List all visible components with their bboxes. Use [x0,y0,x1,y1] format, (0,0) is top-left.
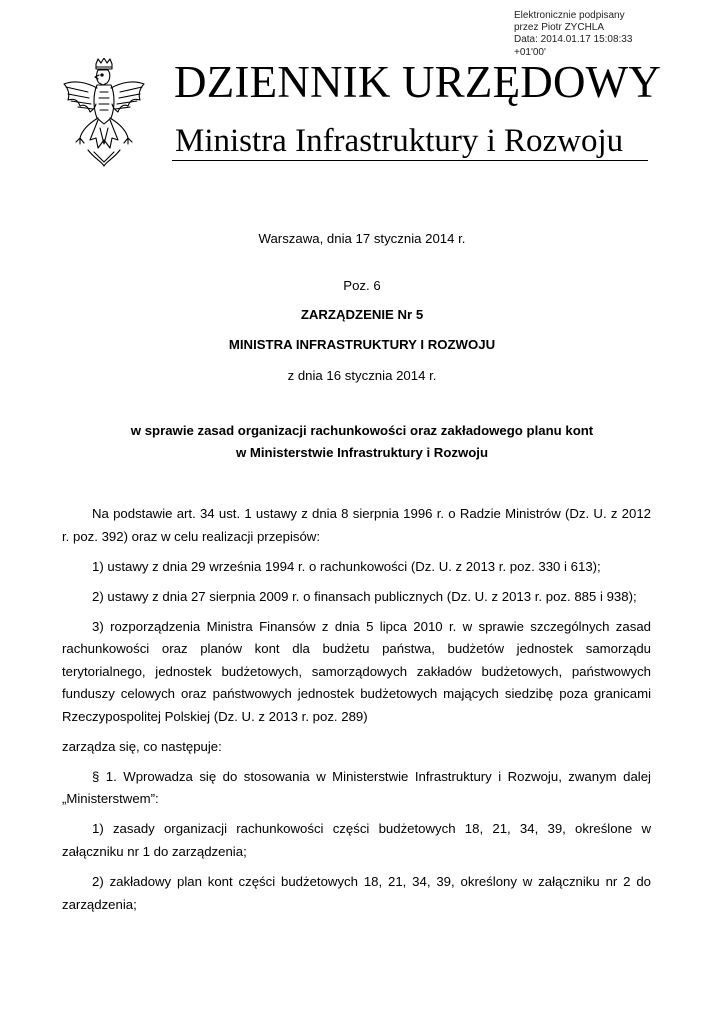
masthead-divider [172,160,648,161]
list-item: 3) rozporządzenia Ministra Finansów z dnia 5 lipca 2010 r. w sprawie szczególnych zasad rachunkowości oraz planów kont dla budżetu państwa, budżetów jednostek samorządu terytorialnego, jednostek budżetowych, samorządowych zakładów budżetowych, państwowych funduszy celowych oraz państwowych jednostek budżetowych mających siedzibę poza granicami Rzeczypospolitej Polskiej (Dz. U. z 2013 r. poz. 289) [62,618,651,724]
list-item: 2) ustawy z dnia 27 sierpnia 2009 r. o finansach publicznych (Dz. U. z 2013 r. poz. 885 i 938); [92,588,637,604]
journal-title: DZIENNIK URZĘDOWY [174,57,662,107]
legal-basis-paragraph: Na podstawie art. 34 ust. 1 ustawy z dnia 8 sierpnia 1996 r. o Radzie Ministrów (Dz. U. z 2012 r. poz. 392) oraz w celu realizacji przepisów: [62,506,651,544]
signature-line: przez Piotr ZYCHLA [514,22,605,34]
list-item: 1) zasady organizacji rachunkowości części budżetowych 18, 21, 34, 39, określone w załączniku nr 1 do zarządzenia; [62,821,651,860]
list-item: 2) zakładowy plan kont części budżetowych 18, 21, 34, 39, określony w załączniku nr 2 do zarządzenia; [62,874,651,912]
signature-line: Elektronicznie podpisany [514,10,625,21]
subject-line: w Ministerstwie Infrastruktury i Rozwoju [235,445,489,460]
electronic-signature-block [514,10,714,59]
position-number: Poz. 6 [343,278,381,293]
issuer: MINISTRA INFRASTRUKTURY I ROZWOJU [228,337,496,352]
signature-line: Data: 2014.01.17 15:08:33 [514,34,633,46]
act-title: ZARZĄDZENIE Nr 5 [300,307,424,322]
section-paragraph: § 1. Wprowadza się do stosowania w Ministerstwie Infrastruktury i Rozwoju, zwanym dalej „Ministerstwem”: [62,768,651,807]
document-body [62,503,651,924]
decree-formula: zarządza się, co następuje: [62,738,222,754]
journal-subtitle: Ministra Infrastruktury i Rozwoju [175,123,624,159]
place-and-date: Warszawa, dnia 17 stycznia 2014 r. [258,231,466,246]
subject-line: w sprawie zasad organizacji rachunkowości oraz zakładowego planu kont [130,423,594,438]
white-eagle-emblem-icon [58,58,150,168]
list-item: 1) ustawy z dnia 29 września 1994 r. o rachunkowości (Dz. U. z 2013 r. poz. 330 i 613); [92,558,601,574]
signature-line: +01'00' [514,46,546,58]
act-date: z dnia 16 stycznia 2014 r. [287,368,437,383]
